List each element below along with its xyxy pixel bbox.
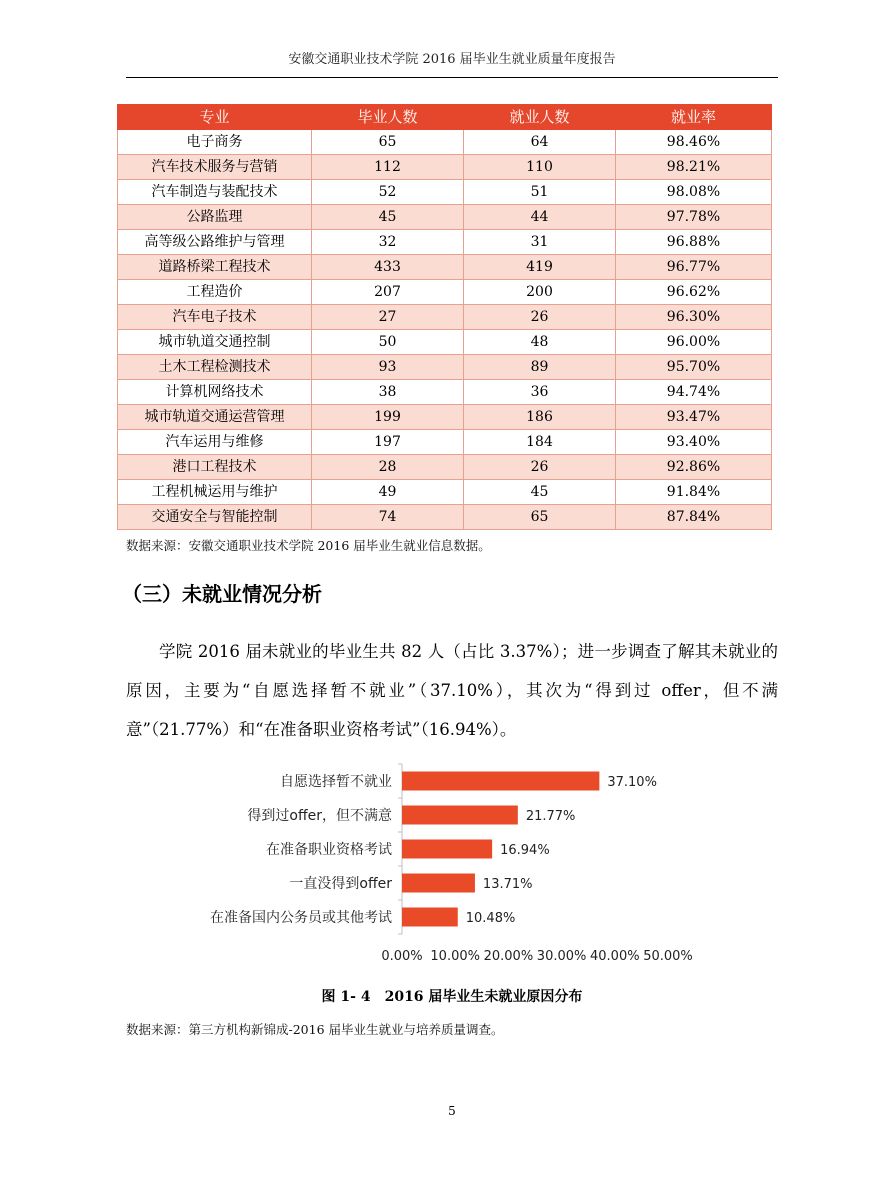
table-cell: 65 — [464, 505, 616, 530]
table-cell: 98.46% — [616, 130, 772, 155]
x-tick-label: 20.00% — [483, 949, 534, 964]
bar — [402, 908, 458, 927]
table-cell: 汽车电子技术 — [118, 305, 312, 330]
bar — [402, 874, 475, 893]
category-label: 得到过offer，但不满意 — [247, 808, 392, 824]
table-row — [118, 505, 772, 530]
category-label: 在准备国内公务员或其他考试 — [210, 910, 392, 926]
table-cell: 52 — [312, 180, 464, 205]
table-body — [118, 130, 772, 530]
table-row — [118, 280, 772, 305]
table-cell: 港口工程技术 — [118, 455, 312, 480]
table-cell: 207 — [312, 280, 464, 305]
table-cell: 96.62% — [616, 280, 772, 305]
table-cell: 45 — [464, 480, 616, 505]
table-cell: 74 — [312, 505, 464, 530]
table-cell: 土木工程检测技术 — [118, 355, 312, 380]
table-cell: 112 — [312, 155, 464, 180]
table-cell: 27 — [312, 305, 464, 330]
table-header — [118, 105, 772, 130]
table-cell: 51 — [464, 180, 616, 205]
table-cell: 64 — [464, 130, 616, 155]
table-cell: 95.70% — [616, 355, 772, 380]
category-label: 自愿选择暂不就业 — [280, 774, 392, 790]
table-cell: 城市轨道交通运营管理 — [118, 405, 312, 430]
page-header: 安徽交通职业技术学院 2016 届毕业生就业质量年度报告 — [288, 52, 616, 67]
column-header: 专业 — [118, 105, 312, 130]
table-cell: 50 — [312, 330, 464, 355]
table-cell: 公路监理 — [118, 205, 312, 230]
table-cell: 汽车技术服务与营销 — [118, 155, 312, 180]
figure-source-note: 数据来源：第三方机构新锦成-2016 届毕业生就业与培养质量调查。 — [126, 1022, 504, 1037]
category-label: 在准备职业资格考试 — [266, 842, 392, 858]
table-cell: 38 — [312, 380, 464, 405]
figure-caption: 图 1- 4 2016 届毕业生未就业原因分布 — [321, 989, 583, 1005]
table-cell: 110 — [464, 155, 616, 180]
reason-bar-chart — [190, 758, 710, 968]
column-header: 毕业人数 — [312, 105, 464, 130]
table-cell: 交通安全与智能控制 — [118, 505, 312, 530]
category-label: 一直没得到offer — [289, 876, 392, 892]
table-cell: 28 — [312, 455, 464, 480]
table-cell: 汽车运用与维修 — [118, 430, 312, 455]
data-label: 10.48% — [465, 911, 516, 926]
table-row — [118, 330, 772, 355]
bar — [402, 806, 518, 825]
data-label: 13.71% — [482, 877, 533, 892]
x-tick-label: 50.00% — [643, 949, 693, 964]
table-cell: 87.84% — [616, 505, 772, 530]
table-cell: 31 — [464, 230, 616, 255]
table-row — [118, 355, 772, 380]
bar — [402, 772, 599, 791]
table-cell: 32 — [312, 230, 464, 255]
column-header: 就业率 — [616, 105, 772, 130]
table-cell: 186 — [464, 405, 616, 430]
table-cell: 45 — [312, 205, 464, 230]
table-cell: 计算机网络技术 — [118, 380, 312, 405]
table-cell: 高等级公路维护与管理 — [118, 230, 312, 255]
table-cell: 89 — [464, 355, 616, 380]
table-cell: 65 — [312, 130, 464, 155]
column-header: 就业人数 — [464, 105, 616, 130]
table-source-note: 数据来源：安徽交通职业技术学院 2016 届毕业生就业信息数据。 — [126, 538, 491, 553]
x-tick-label: 40.00% — [590, 949, 640, 964]
table-cell: 93 — [312, 355, 464, 380]
table-cell: 419 — [464, 255, 616, 280]
table-row — [118, 480, 772, 505]
section-title: （三）未就业情况分析 — [122, 582, 322, 606]
data-label: 21.77% — [525, 809, 576, 824]
table-row — [118, 205, 772, 230]
table-cell: 电子商务 — [118, 130, 312, 155]
body-paragraph — [126, 632, 778, 749]
table-cell: 98.21% — [616, 155, 772, 180]
paragraph-text: 学院 2016 届未就业的毕业生共 82 人（占比 3.37%）；进一步调查了解其未就业的原因，主要为“自愿选择暂不就业”（37.10%），其次为“得到过 offer，但不满意”（21.77%）和“在准备职业资格考试”（16.94%）。 — [126, 642, 778, 739]
table-cell: 26 — [464, 305, 616, 330]
table-row — [118, 155, 772, 180]
data-label: 37.10% — [607, 775, 657, 790]
table-cell: 96.00% — [616, 330, 772, 355]
table-cell: 93.47% — [616, 405, 772, 430]
table-row — [118, 130, 772, 155]
employment-table — [117, 104, 772, 530]
table-cell: 199 — [312, 405, 464, 430]
header-row — [118, 105, 772, 130]
table-cell: 97.78% — [616, 205, 772, 230]
table-cell: 工程造价 — [118, 280, 312, 305]
table-cell: 433 — [312, 255, 464, 280]
page-number: 5 — [448, 1104, 456, 1118]
bar — [402, 840, 492, 859]
data-label: 16.94% — [500, 843, 550, 858]
table-cell: 44 — [464, 205, 616, 230]
table-row — [118, 430, 772, 455]
table-cell: 91.84% — [616, 480, 772, 505]
table-cell: 93.40% — [616, 430, 772, 455]
table-row — [118, 255, 772, 280]
table-row — [118, 180, 772, 205]
table-cell: 197 — [312, 430, 464, 455]
table-cell: 184 — [464, 430, 616, 455]
x-tick-label: 0.00% — [381, 949, 423, 964]
table-cell: 94.74% — [616, 380, 772, 405]
table-cell: 98.08% — [616, 180, 772, 205]
table-cell: 96.30% — [616, 305, 772, 330]
table-cell: 48 — [464, 330, 616, 355]
x-tick-label: 10.00% — [430, 949, 480, 964]
table-row — [118, 305, 772, 330]
table-cell: 26 — [464, 455, 616, 480]
table-cell: 城市轨道交通控制 — [118, 330, 312, 355]
header-rule — [126, 77, 778, 78]
table-row — [118, 230, 772, 255]
table-cell: 96.77% — [616, 255, 772, 280]
table-cell: 工程机械运用与维护 — [118, 480, 312, 505]
table-cell: 36 — [464, 380, 616, 405]
table-cell: 96.88% — [616, 230, 772, 255]
table-row — [118, 380, 772, 405]
table-cell: 49 — [312, 480, 464, 505]
table-cell: 汽车制造与装配技术 — [118, 180, 312, 205]
table-cell: 200 — [464, 280, 616, 305]
x-tick-label: 30.00% — [536, 949, 587, 964]
table-cell: 92.86% — [616, 455, 772, 480]
table-row — [118, 455, 772, 480]
table-cell: 道路桥梁工程技术 — [118, 255, 312, 280]
table-row — [118, 405, 772, 430]
